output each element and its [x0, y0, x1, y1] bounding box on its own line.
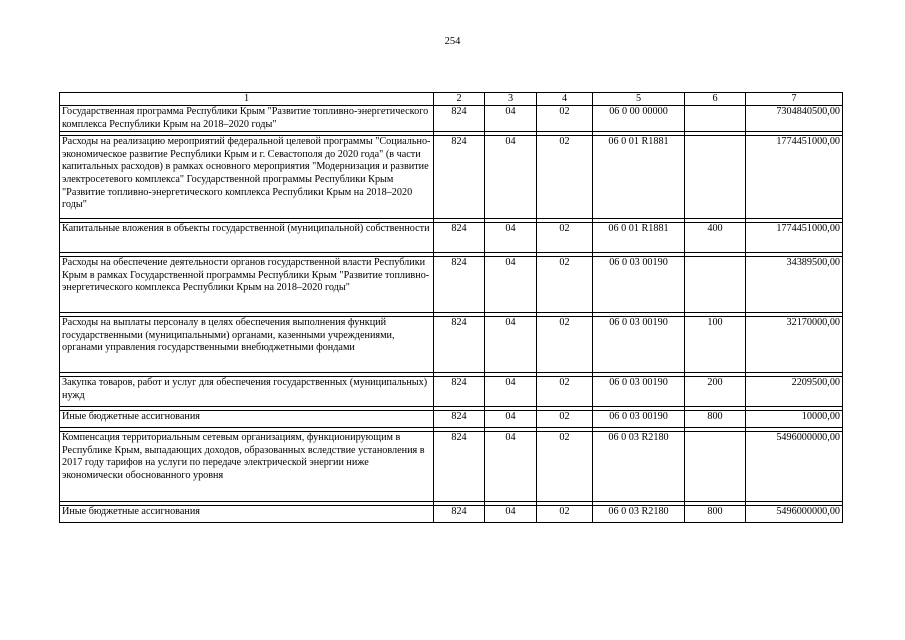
table-row [60, 317, 843, 373]
amount-cell: 5496000000,00 [746, 506, 843, 523]
ministry-code-cell: 824 [434, 411, 485, 428]
section-code-cell: 04 [485, 106, 537, 132]
section-code-cell: 04 [485, 377, 537, 407]
expense-type-cell: 100 [685, 317, 746, 373]
table-row [60, 377, 843, 407]
table-row [60, 506, 843, 523]
expense-name-cell: Компенсация территориальным сетевым организациям, функционирующим в Республике Крым, выпадающих доходов, образованных вследствие установления в 2017 году тарифов на услуги по передаче электрической энергии ниже экономически обоснованного уровня [60, 432, 434, 502]
subsection-code-cell: 02 [537, 223, 593, 253]
ministry-code-cell: 824 [434, 377, 485, 407]
header-cell-7: 7 [746, 93, 843, 106]
table-row [60, 106, 843, 132]
expense-type-cell: 800 [685, 411, 746, 428]
subsection-code-cell: 02 [537, 432, 593, 502]
target-article-cell: 06 0 03 00190 [593, 257, 685, 313]
target-article-cell: 06 0 01 R1881 [593, 136, 685, 219]
expense-name-cell: Расходы на выплаты персоналу в целях обеспечения выполнения функций государственными (муниципальными) органами, казенными учреждениями, органами управления государственными внебюджетными фондами [60, 317, 434, 373]
budget-table [59, 92, 843, 523]
ministry-code-cell: 824 [434, 136, 485, 219]
amount-cell: 32170000,00 [746, 317, 843, 373]
ministry-code-cell: 824 [434, 106, 485, 132]
expense-name-cell: Иные бюджетные ассигнования [60, 506, 434, 523]
subsection-code-cell: 02 [537, 317, 593, 373]
page-number: 254 [444, 36, 461, 47]
expense-name-cell: Иные бюджетные ассигнования [60, 411, 434, 428]
section-code-cell: 04 [485, 317, 537, 373]
amount-cell: 1774451000,00 [746, 136, 843, 219]
expense-type-cell: 400 [685, 223, 746, 253]
target-article-cell: 06 0 03 00190 [593, 317, 685, 373]
amount-cell: 2209500,00 [746, 377, 843, 407]
subsection-code-cell: 02 [537, 411, 593, 428]
amount-cell: 1774451000,00 [746, 223, 843, 253]
ministry-code-cell: 824 [434, 432, 485, 502]
subsection-code-cell: 02 [537, 136, 593, 219]
expense-type-cell [685, 432, 746, 502]
section-code-cell: 04 [485, 506, 537, 523]
target-article-cell: 06 0 03 00190 [593, 377, 685, 407]
target-article-cell: 06 0 03 R2180 [593, 432, 685, 502]
expense-name-cell: Государственная программа Республики Крым "Развитие топливно-энергетического комплекса Республики Крым на 2018–2020 годы" [60, 106, 434, 132]
header-cell-4: 4 [537, 93, 593, 106]
header-cell-3: 3 [485, 93, 537, 106]
ministry-code-cell: 824 [434, 506, 485, 523]
section-code-cell: 04 [485, 257, 537, 313]
table-row [60, 136, 843, 219]
header-cell-5: 5 [593, 93, 685, 106]
expense-type-cell: 200 [685, 377, 746, 407]
header-row [60, 93, 843, 106]
expense-type-cell [685, 106, 746, 132]
target-article-cell: 06 0 00 00000 [593, 106, 685, 132]
subsection-code-cell: 02 [537, 377, 593, 407]
subsection-code-cell: 02 [537, 106, 593, 132]
amount-cell: 10000,00 [746, 411, 843, 428]
table-row [60, 432, 843, 502]
subsection-code-cell: 02 [537, 506, 593, 523]
section-code-cell: 04 [485, 411, 537, 428]
table-row [60, 411, 843, 428]
amount-cell: 34389500,00 [746, 257, 843, 313]
subsection-code-cell: 02 [537, 257, 593, 313]
expense-type-cell [685, 257, 746, 313]
ministry-code-cell: 824 [434, 257, 485, 313]
table-body [60, 106, 843, 523]
header-cell-1: 1 [60, 93, 434, 106]
header-cell-2: 2 [434, 93, 485, 106]
expense-name-cell: Расходы на реализацию мероприятий федеральной целевой программы "Социально-экономическое развитие Республики Крым и г. Севастополя до 2020 года" (в части капитальных расходов) в рамках основного мероприятия "Модернизация и развитие электросетевого комплекса" Государственной программы Республики Крым "Развитие топливно-энергетического комплекса Республики Крым на 2018–2020 годы" [60, 136, 434, 219]
expense-name-cell: Капитальные вложения в объекты государственной (муниципальной) собственности [60, 223, 434, 253]
expense-name-cell: Закупка товаров, работ и услуг для обеспечения государственных (муниципальных) нужд [60, 377, 434, 407]
section-code-cell: 04 [485, 223, 537, 253]
section-code-cell: 04 [485, 432, 537, 502]
expense-type-cell [685, 136, 746, 219]
header-cell-6: 6 [685, 93, 746, 106]
table-row [60, 223, 843, 253]
target-article-cell: 06 0 03 00190 [593, 411, 685, 428]
ministry-code-cell: 824 [434, 317, 485, 373]
target-article-cell: 06 0 03 R2180 [593, 506, 685, 523]
expense-name-cell: Расходы на обеспечение деятельности органов государственной власти Республики Крым в рамках Государственной программы Республики Крым "Развитие топливно-энергетического комплекса Республики Крым на 2018–2020 годы" [60, 257, 434, 313]
section-code-cell: 04 [485, 136, 537, 219]
amount-cell: 5496000000,00 [746, 432, 843, 502]
table-row [60, 257, 843, 313]
expense-type-cell: 800 [685, 506, 746, 523]
target-article-cell: 06 0 01 R1881 [593, 223, 685, 253]
amount-cell: 7304840500,00 [746, 106, 843, 132]
ministry-code-cell: 824 [434, 223, 485, 253]
